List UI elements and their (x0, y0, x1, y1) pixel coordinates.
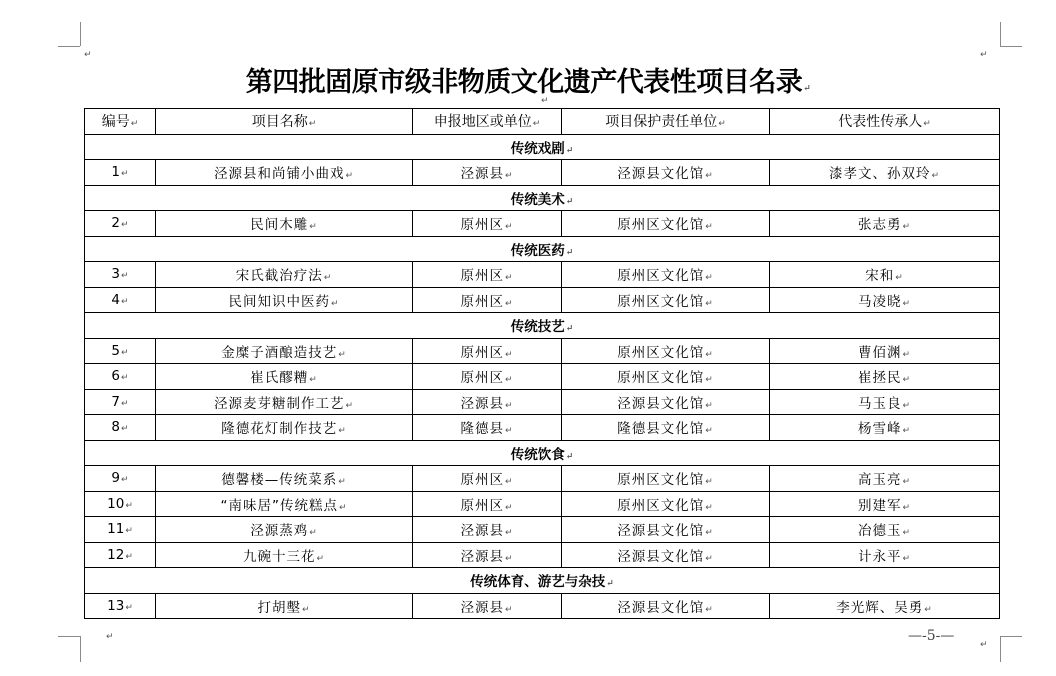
region-cell (413, 542, 562, 568)
inheritor-cell (770, 542, 1000, 568)
protection-unit-cell (562, 389, 770, 415)
cell-end-mark-icon: ↵ (902, 477, 912, 488)
protection-unit-cell (562, 160, 770, 186)
inheritor: 冶德玉 (857, 523, 902, 540)
cell-end-mark-icon: ↵ (565, 196, 574, 207)
project-name: 崔氏醪糟 (250, 370, 309, 387)
inheritor-cell (770, 211, 1000, 237)
category-cell (85, 134, 1000, 160)
table-row (85, 262, 1000, 288)
inheritor: 别建军 (857, 497, 902, 514)
cell-end-mark-icon: ↵ (504, 298, 514, 309)
inheritor: 宋和 (865, 268, 895, 285)
region-cell (413, 415, 562, 441)
crop-mark-bottom-right (1000, 636, 1001, 662)
cell-end-mark-icon: ↵ (565, 247, 574, 258)
row-number: 9 (111, 470, 121, 487)
region: 原州区 (460, 217, 504, 234)
protection-unit: 原州区文化馆 (617, 497, 705, 514)
region-cell (413, 593, 562, 619)
project-name-cell (156, 364, 413, 390)
row-number: 4 (111, 291, 121, 308)
category-cell (85, 185, 1000, 211)
cell-end-mark-icon: ↵ (504, 502, 514, 513)
category-row (85, 236, 1000, 262)
project-name: 金糜子酒酿造技艺 (221, 344, 338, 361)
row-number-cell (85, 287, 156, 313)
row-number-cell (85, 491, 156, 517)
cell-end-mark-icon: ↵ (705, 426, 714, 437)
protection-unit: 泾源县文化馆 (617, 523, 705, 540)
table-header-row (85, 109, 1000, 135)
table-row (85, 542, 1000, 568)
inheritor-cell (770, 262, 1000, 288)
row-number-cell (85, 364, 156, 390)
protection-unit: 原州区文化馆 (617, 217, 705, 234)
header-label: 申报地区或单位 (433, 114, 532, 131)
region-cell (413, 491, 562, 517)
row-number: 11 (107, 521, 125, 538)
inheritor: 马玉良 (857, 395, 902, 412)
project-name-cell (156, 491, 413, 517)
protection-unit: 泾源县文化馆 (617, 548, 705, 565)
region-cell (413, 287, 562, 313)
row-number: 13 (107, 597, 125, 614)
cell-end-mark-icon: ↵ (705, 349, 714, 360)
cell-end-mark-icon: ↵ (923, 119, 931, 130)
cell-end-mark-icon: ↵ (323, 273, 333, 284)
row-number: 8 (111, 419, 121, 436)
project-name-cell (156, 466, 413, 492)
row-number: 6 (111, 368, 121, 385)
cell-end-mark-icon: ↵ (338, 502, 348, 513)
cell-end-mark-icon: ↵ (316, 553, 326, 564)
cell-end-mark-icon: ↵ (338, 477, 347, 488)
project-name-cell (156, 593, 413, 619)
paragraph-mark-icon: ↵ (84, 50, 92, 60)
protection-unit: 原州区文化馆 (617, 472, 705, 489)
project-name-cell (156, 262, 413, 288)
project-name: 宋氏截治疗法 (235, 268, 323, 285)
cell-end-mark-icon: ↵ (504, 604, 514, 615)
page-number: —-5-— (908, 628, 955, 644)
cell-end-mark-icon: ↵ (705, 171, 714, 182)
table-row (85, 364, 1000, 390)
table-row (85, 517, 1000, 543)
inheritor: 崔拯民 (857, 370, 902, 387)
cell-end-mark-icon: ↵ (338, 426, 347, 437)
project-name: “南味居”传统糕点 (220, 497, 338, 514)
inheritor-cell (770, 415, 1000, 441)
row-number: 3 (111, 266, 121, 283)
crop-mark-top-right (1000, 46, 1022, 47)
table-row (85, 415, 1000, 441)
table-row (85, 211, 1000, 237)
table-row (85, 593, 1000, 619)
category-cell (85, 236, 1000, 262)
table-row (85, 338, 1000, 364)
protection-unit: 原州区文化馆 (617, 344, 705, 361)
cell-end-mark-icon: ↵ (308, 119, 317, 130)
row-number: 2 (111, 215, 121, 232)
table-header-cell (156, 109, 413, 135)
cell-end-mark-icon: ↵ (121, 475, 129, 486)
region: 泾源县 (460, 395, 504, 412)
row-number-cell (85, 415, 156, 441)
inheritor: 张志勇 (857, 217, 902, 234)
protection-unit-cell (562, 287, 770, 313)
category-cell (85, 440, 1000, 466)
protection-unit: 泾源县文化馆 (617, 395, 705, 412)
protection-unit-cell (562, 466, 770, 492)
table-header-cell (85, 109, 156, 135)
protection-unit-cell (562, 211, 770, 237)
protection-unit: 泾源县文化馆 (617, 599, 705, 616)
inheritor: 李光辉、吴勇 (836, 599, 924, 616)
region: 原州区 (460, 268, 504, 285)
region: 原州区 (460, 293, 504, 310)
project-name-cell (156, 415, 413, 441)
cell-end-mark-icon: ↵ (338, 349, 347, 360)
region: 原州区 (460, 370, 504, 387)
row-number-cell (85, 211, 156, 237)
row-number: 7 (111, 393, 121, 410)
cell-end-mark-icon: ↵ (902, 349, 912, 360)
cell-end-mark-icon: ↵ (121, 169, 129, 180)
paragraph-mark-icon: ↵ (980, 50, 988, 60)
inheritor-cell (770, 287, 1000, 313)
cell-end-mark-icon: ↵ (532, 119, 541, 130)
inheritor: 高玉亮 (857, 472, 902, 489)
cell-end-mark-icon: ↵ (902, 400, 912, 411)
cell-end-mark-icon: ↵ (705, 553, 714, 564)
cell-end-mark-icon: ↵ (504, 222, 514, 233)
region-cell (413, 262, 562, 288)
cell-end-mark-icon: ↵ (504, 528, 514, 539)
region-cell (413, 389, 562, 415)
cell-end-mark-icon: ↵ (504, 171, 514, 182)
cell-end-mark-icon: ↵ (504, 273, 514, 284)
row-number-cell (85, 517, 156, 543)
project-name-cell (156, 287, 413, 313)
project-name: 九碗十三花 (242, 548, 316, 565)
paragraph-mark-icon: ↵ (803, 84, 811, 94)
category-cell (85, 313, 1000, 339)
cell-end-mark-icon: ↵ (718, 119, 726, 130)
cell-end-mark-icon: ↵ (902, 222, 912, 233)
cell-end-mark-icon: ↵ (705, 502, 714, 513)
table-row (85, 389, 1000, 415)
cell-end-mark-icon: ↵ (705, 400, 714, 411)
cell-end-mark-icon: ↵ (504, 349, 514, 360)
cell-end-mark-icon: ↵ (931, 171, 941, 182)
project-name-cell (156, 211, 413, 237)
category-label: 传统医药 (510, 242, 565, 259)
protection-unit-cell (562, 593, 770, 619)
table-header-cell (770, 109, 1000, 135)
region: 泾源县 (460, 523, 504, 540)
cell-end-mark-icon: ↵ (121, 220, 129, 231)
inheritor: 曹佰渊 (857, 344, 902, 361)
region: 泾源县 (460, 599, 504, 616)
protection-unit-cell (562, 415, 770, 441)
category-cell (85, 568, 1000, 594)
cell-end-mark-icon: ↵ (895, 273, 904, 284)
project-name: 泾源麦芽糖制作工艺 (213, 395, 345, 412)
cell-end-mark-icon: ↵ (309, 222, 318, 233)
cell-end-mark-icon: ↵ (902, 528, 912, 539)
paragraph-mark-icon: ↵ (541, 96, 549, 106)
cell-end-mark-icon: ↵ (130, 119, 139, 130)
cell-end-mark-icon: ↵ (125, 526, 133, 537)
cell-end-mark-icon: ↵ (121, 271, 129, 282)
inheritor: 马凌晓 (857, 293, 902, 310)
category-label: 传统饮食 (510, 446, 565, 463)
cell-end-mark-icon: ↵ (705, 273, 714, 284)
header-label: 代表性传承人 (838, 114, 923, 131)
project-name: 泾源蒸鸡 (250, 523, 309, 540)
inheritor-cell (770, 364, 1000, 390)
category-label: 传统戏剧 (510, 140, 565, 157)
cell-end-mark-icon: ↵ (565, 324, 574, 335)
cell-end-mark-icon: ↵ (902, 298, 912, 309)
project-name-cell (156, 389, 413, 415)
protection-unit: 原州区文化馆 (617, 370, 705, 387)
table-row (85, 466, 1000, 492)
region-cell (413, 466, 562, 492)
cell-end-mark-icon: ↵ (705, 298, 714, 309)
cell-end-mark-icon: ↵ (121, 398, 129, 409)
crop-mark-bottom-right (1000, 636, 1022, 637)
cell-end-mark-icon: ↵ (301, 604, 311, 615)
project-name-cell (156, 542, 413, 568)
region: 泾源县 (460, 548, 504, 565)
row-number: 5 (111, 342, 121, 359)
cell-end-mark-icon: ↵ (309, 375, 318, 386)
crop-mark-top-left (58, 46, 80, 47)
region-cell (413, 338, 562, 364)
cell-end-mark-icon: ↵ (504, 553, 514, 564)
row-number-cell (85, 593, 156, 619)
crop-mark-bottom-left (80, 636, 81, 662)
cell-end-mark-icon: ↵ (121, 296, 129, 307)
category-label: 传统技艺 (510, 319, 565, 336)
cell-end-mark-icon: ↵ (504, 400, 514, 411)
table-header-cell (562, 109, 770, 135)
region-cell (413, 211, 562, 237)
project-name: 民间木雕 (250, 217, 309, 234)
region: 泾源县 (460, 166, 504, 183)
inheritor-cell (770, 160, 1000, 186)
inheritor-cell (770, 338, 1000, 364)
region-cell (413, 517, 562, 543)
protection-unit-cell (562, 364, 770, 390)
cell-end-mark-icon: ↵ (565, 145, 574, 156)
project-name-cell (156, 338, 413, 364)
project-name: 打胡墼 (257, 599, 301, 616)
inheritor-cell (770, 517, 1000, 543)
row-number: 12 (107, 546, 125, 563)
document-title: 第四批固原市级非物质文化遗产代表性项目名录↵ (245, 67, 811, 98)
region: 原州区 (460, 344, 504, 361)
header-label: 项目保护责任单位 (605, 114, 718, 131)
inheritor-cell (770, 466, 1000, 492)
project-name: 泾源县和尚铺小曲戏 (213, 166, 345, 183)
category-row (85, 568, 1000, 594)
project-name: 德馨楼—传统菜系 (221, 472, 338, 489)
paragraph-mark-icon: ↵ (106, 632, 114, 642)
protection-unit-cell (562, 338, 770, 364)
cell-end-mark-icon: ↵ (125, 602, 133, 613)
cell-end-mark-icon: ↵ (121, 373, 129, 384)
region: 原州区 (460, 497, 504, 514)
cell-end-mark-icon: ↵ (504, 375, 514, 386)
category-row (85, 313, 1000, 339)
region-cell (413, 160, 562, 186)
row-number-cell (85, 466, 156, 492)
cell-end-mark-icon: ↵ (121, 424, 129, 435)
row-number: 10 (107, 495, 125, 512)
cell-end-mark-icon: ↵ (121, 347, 129, 358)
table-row (85, 491, 1000, 517)
cell-end-mark-icon: ↵ (902, 426, 912, 437)
category-label: 传统美术 (510, 191, 565, 208)
protection-unit-cell (562, 542, 770, 568)
project-name: 民间知识中医药 (228, 293, 330, 310)
header-label: 编号 (101, 114, 130, 131)
heritage-table (84, 108, 1000, 619)
cell-end-mark-icon: ↵ (705, 477, 714, 488)
cell-end-mark-icon: ↵ (345, 400, 355, 411)
crop-mark-top-right (1000, 22, 1001, 46)
inheritor-cell (770, 491, 1000, 517)
row-number-cell (85, 542, 156, 568)
cell-end-mark-icon: ↵ (565, 451, 574, 462)
project-name-cell (156, 160, 413, 186)
cell-end-mark-icon: ↵ (924, 604, 933, 615)
cell-end-mark-icon: ↵ (309, 528, 318, 539)
cell-end-mark-icon: ↵ (504, 426, 514, 437)
cell-end-mark-icon: ↵ (902, 553, 912, 564)
protection-unit: 原州区文化馆 (617, 293, 705, 310)
crop-mark-top-left (80, 22, 81, 46)
project-name: 隆德花灯制作技艺 (221, 421, 338, 438)
row-number: 1 (111, 164, 121, 181)
cell-end-mark-icon: ↵ (902, 502, 912, 513)
category-row (85, 440, 1000, 466)
cell-end-mark-icon: ↵ (705, 222, 714, 233)
row-number-cell (85, 262, 156, 288)
cell-end-mark-icon: ↵ (330, 298, 340, 309)
category-label: 传统体育、游艺与杂技 (470, 574, 606, 591)
cell-end-mark-icon: ↵ (705, 604, 714, 615)
cell-end-mark-icon: ↵ (504, 477, 514, 488)
header-label: 项目名称 (251, 114, 308, 131)
region: 原州区 (460, 472, 504, 489)
cell-end-mark-icon: ↵ (125, 500, 133, 511)
row-number-cell (85, 389, 156, 415)
cell-end-mark-icon: ↵ (705, 528, 714, 539)
region: 隆德县 (460, 421, 504, 438)
region-cell (413, 364, 562, 390)
crop-mark-bottom-left (58, 636, 80, 637)
row-number-cell (85, 160, 156, 186)
cell-end-mark-icon: ↵ (125, 551, 133, 562)
protection-unit: 泾源县文化馆 (617, 166, 705, 183)
inheritor: 漆孝文、孙双玲 (828, 166, 931, 183)
cell-end-mark-icon: ↵ (345, 171, 355, 182)
category-row (85, 134, 1000, 160)
project-name-cell (156, 517, 413, 543)
cell-end-mark-icon: ↵ (902, 375, 912, 386)
cell-end-mark-icon: ↵ (606, 579, 614, 590)
protection-unit-cell (562, 262, 770, 288)
cell-end-mark-icon: ↵ (705, 375, 714, 386)
inheritor: 杨雪峰 (857, 421, 902, 438)
table-header-cell (413, 109, 562, 135)
inheritor-cell (770, 593, 1000, 619)
category-row (85, 185, 1000, 211)
paragraph-mark-icon: ↵ (980, 640, 988, 650)
protection-unit: 隆德县文化馆 (617, 421, 705, 438)
table-row (85, 287, 1000, 313)
protection-unit-cell (562, 491, 770, 517)
inheritor: 计永平 (857, 548, 902, 565)
protection-unit-cell (562, 517, 770, 543)
inheritor-cell (770, 389, 1000, 415)
row-number-cell (85, 338, 156, 364)
table-row (85, 160, 1000, 186)
protection-unit: 原州区文化馆 (617, 268, 705, 285)
